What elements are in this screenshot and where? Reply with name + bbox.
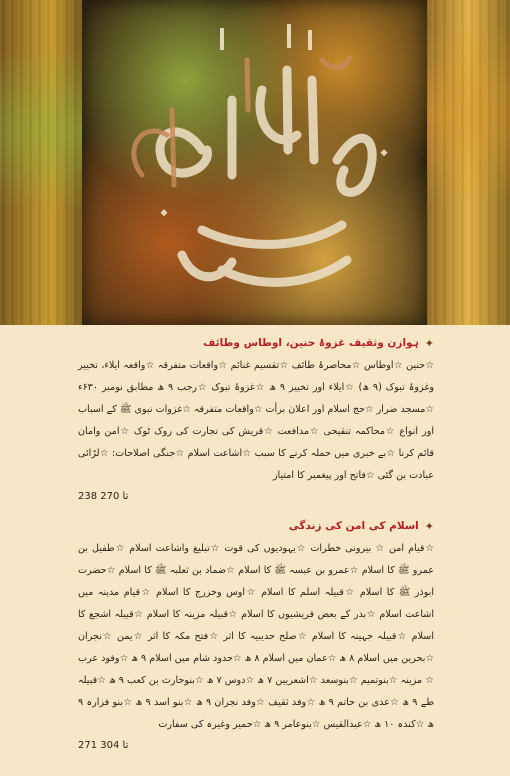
contents-page (0, 325, 510, 776)
page-range: 271 تا 304 (78, 740, 129, 751)
page-range: 238 تا 270 (78, 491, 129, 502)
section-body: ☆حنین ☆اوطاس ☆محاصرۂ طائف ☆تقسیم غنائم ☆واقعات متفرقہ ☆واقعہ ایلاء، تخییر وغزوۂ تبوک (۹ ھ) ☆ایلاء اور تخییر ۹ ھ ☆غزوۂ تبوک ☆رجب ۹ ھ مطابق نومبر ۶۳۰ء ☆مسجد ضرار ☆حج اسلام اور اعلان برأت ☆واقعات متفرقہ ☆غزوات نبوی ﷺ کے اسباب اور انواع ☆محاکمہ تنقیحی ☆مدافعت ☆قریش کی تجارت کی روک ٹوک ☆امن وامان قائم کرنا ☆بے خبری میں حملہ کرنے کا سبب ☆اشاعت اسلام ☆جنگی اصلاحات: ☆لڑائی عبادت بن گئی ☆فاتح اور پیغمبر کا امتیاز (78, 360, 434, 481)
contents-section (78, 520, 434, 751)
artwork-vignette (82, 0, 427, 325)
diamond-bullet-icon: ✦ (424, 519, 434, 533)
cover-banner (0, 0, 510, 325)
diamond-bullet-icon: ✦ (424, 336, 434, 350)
calligraphy-artwork (82, 0, 427, 325)
section-title: ہوازن وثقیف غزوۂ حنین، اوطاس وطائف (203, 337, 419, 349)
section-header (78, 337, 434, 349)
section-header (78, 520, 434, 532)
contents-section (78, 337, 434, 502)
section-body: ☆قیام امن ☆ بیرونی خطرات ☆یہودیوں کی قوت ☆تبلیغ واشاعت اسلام ☆طفیل بن عمرو ﷺ کا اسلام ☆عمرو بن عبسہ ﷺ کا اسلام ☆ضماد بن ثعلبہ ﷺ کا اسلام ☆حضرت ابوذر ﷺ کا اسلام ☆قبیلہ اسلم کا اسلام ☆اوس وخزرج کا اسلام ☆قیام مدینہ میں اشاعت اسلام ☆بدر کے بعض قریشیوں کا اسلام ☆قبیلہ مزینہ کا اسلام ☆قبیلہ اشجع کا اسلام ☆قبیلہ جہینہ کا اسلام ☆صلح حدیبیہ کا اثر ☆فتح مکہ کا اثر ☆یمن ☆نجران ☆بحرین میں اسلام ۸ ھ ☆عمان میں اسلام ۸ ھ ☆حدود شام میں اسلام ۹ ھ ☆وفود عرب ☆ مزینہ ☆بنوتمیم ☆بنوسعد ☆اشعریین ۷ ھ ☆دوس ۷ ھ ☆بنوحارث بن کعب ۹ ھ ☆قبیلہ طے ۹ ھ ☆عدی بن حاتم ۹ ھ ☆وفد ثقیف ☆وفد نجران ۹ ھ ☆بنو اسد ۹ ھ ☆بنو فزارہ ۹ ھ ☆کندہ ۱۰ ھ ☆عبدالقیس ☆بنوعامر ۹ ھ ☆حمیر وغیرہ کی سفارت (78, 543, 434, 730)
section-title: اسلام کی امن کی زندگی (288, 520, 419, 532)
